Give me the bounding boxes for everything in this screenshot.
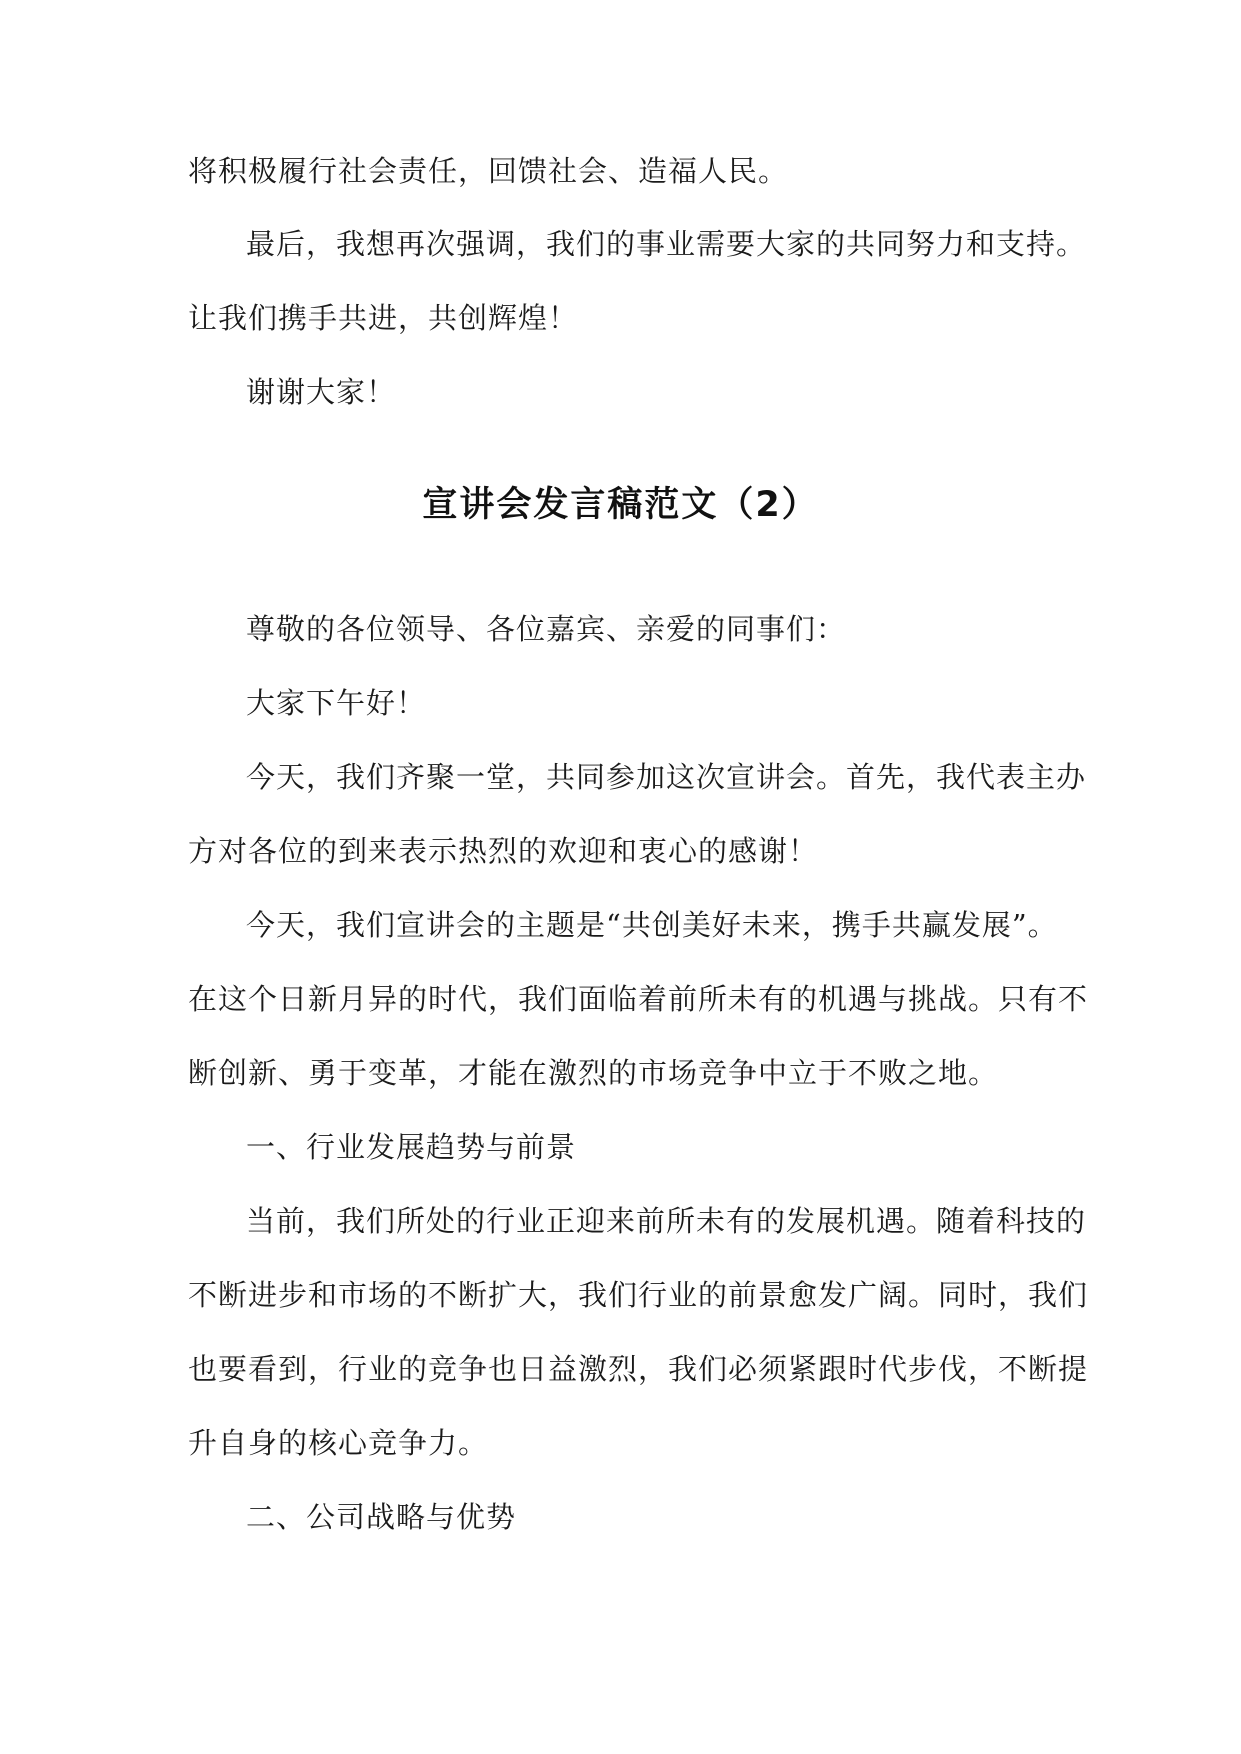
section-title: 宣讲会发言稿范文（2） (422, 485, 819, 525)
paragraph-line: 最后，我想再次强调，我们的事业需要大家的共同努力和支持。 (246, 227, 1087, 261)
paragraph-line: 在这个日新月异的时代，我们面临着前所未有的机遇与挑战。只有不 (188, 982, 1089, 1016)
paragraph-line: 今天，我们齐聚一堂，共同参加这次宣讲会。首先，我代表主办 (246, 760, 1087, 794)
paragraph-line: 方对各位的到来表示热烈的欢迎和衷心的感谢！ (188, 834, 819, 868)
paragraph-line: 不断进步和市场的不断扩大，我们行业的前景愈发广阔。同时，我们 (188, 1278, 1089, 1312)
paragraph-line: 一、行业发展趋势与前景 (246, 1130, 577, 1164)
paragraph-line: 断创新、勇于变革，才能在激烈的市场竞争中立于不败之地。 (188, 1056, 999, 1090)
paragraph-line: 尊敬的各位领导、各位嘉宾、亲爱的同事们： (246, 612, 847, 646)
paragraph-line: 将积极履行社会责任，回馈社会、造福人民。 (188, 154, 789, 188)
paragraph-line: 升自身的核心竞争力。 (188, 1426, 489, 1460)
paragraph-line: 大家下午好！ (246, 686, 427, 720)
paragraph-line: 谢谢大家！ (246, 375, 397, 409)
paragraph-line: 当前，我们所处的行业正迎来前所未有的发展机遇。随着科技的 (246, 1204, 1087, 1238)
paragraph-line: 二、公司战略与优势 (246, 1500, 517, 1534)
paragraph-line: 让我们携手共进，共创辉煌！ (188, 301, 579, 335)
paragraph-line: 今天，我们宣讲会的主题是“共创美好未来，携手共赢发展”。 (246, 908, 1058, 942)
paragraph-line: 也要看到，行业的竞争也日益激烈，我们必须紧跟时代步伐，不断提 (188, 1352, 1089, 1386)
